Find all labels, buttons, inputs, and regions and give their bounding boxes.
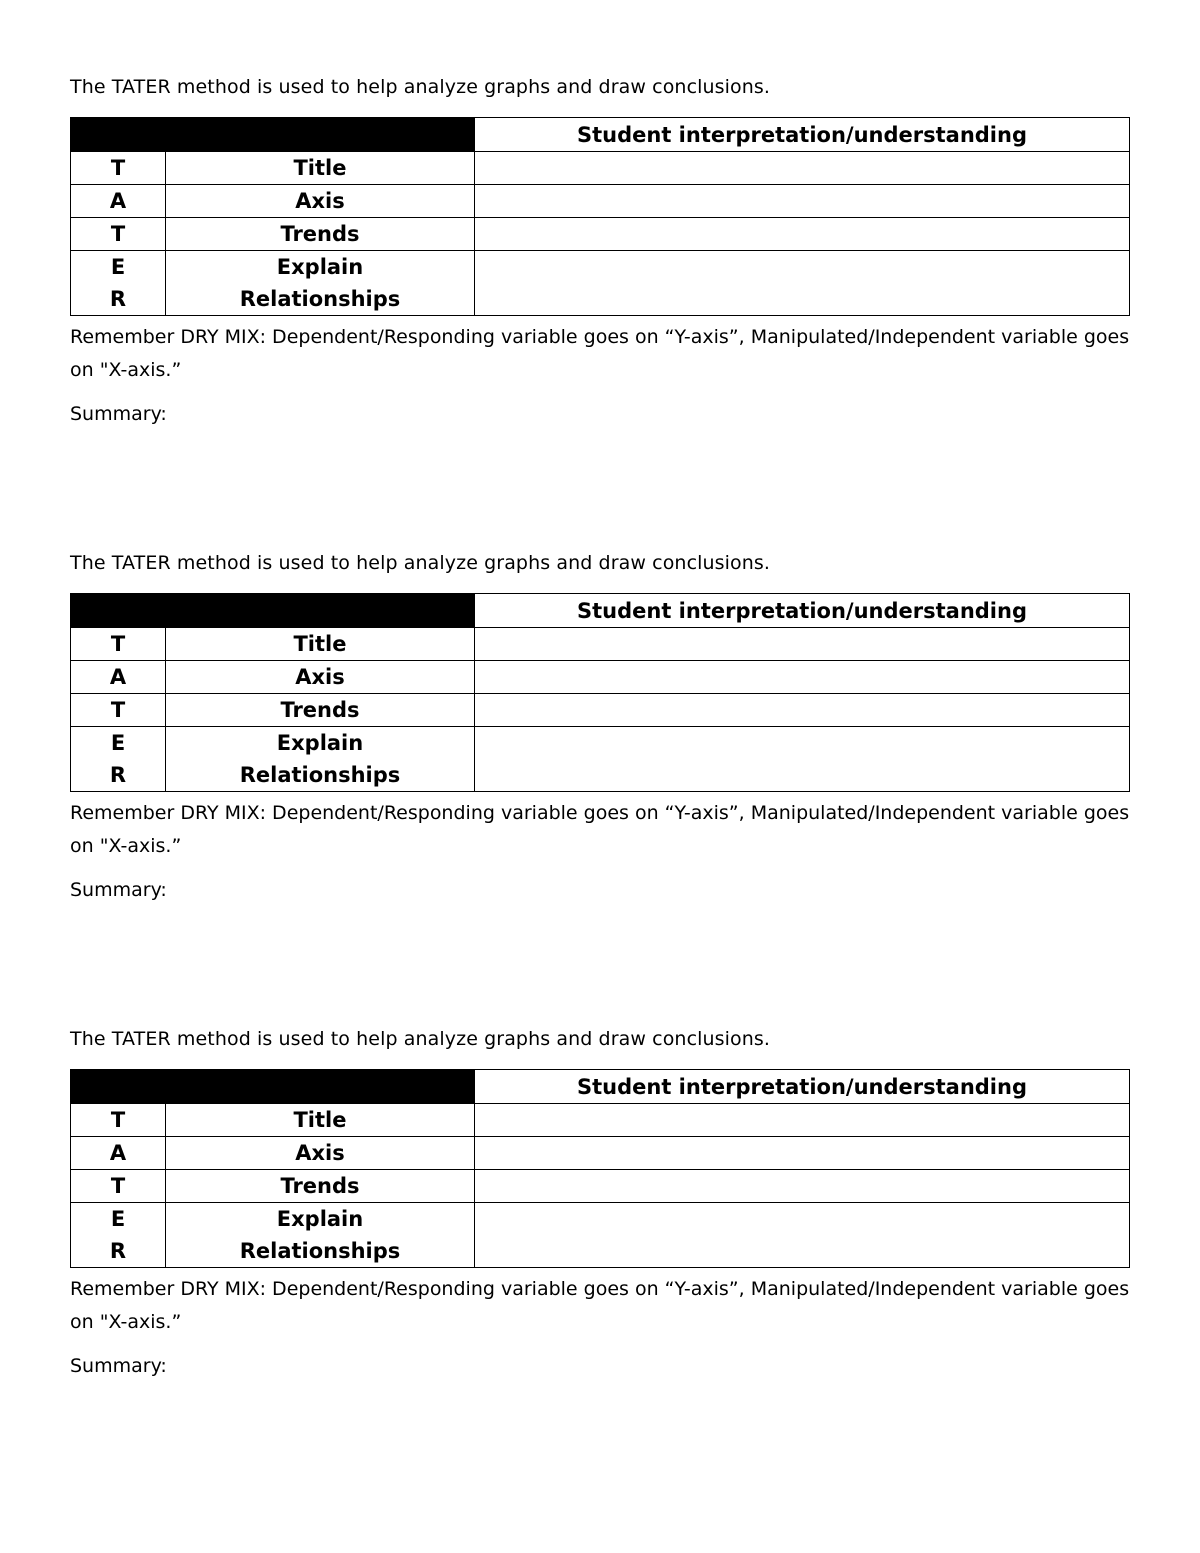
row-letter: A <box>71 661 166 694</box>
answer-cell[interactable] <box>475 1104 1130 1137</box>
row-letter: E <box>110 1207 126 1231</box>
intro-text: The TATER method is used to help analyze graphs and draw conclusions. <box>70 552 771 574</box>
row-letter: T <box>71 218 166 251</box>
row-letter: E <box>110 255 126 279</box>
answer-cell[interactable] <box>475 251 1130 316</box>
row-word: Explain <box>276 731 364 755</box>
table-row <box>71 661 1130 694</box>
row-word: Axis <box>166 185 475 218</box>
row-letter: R <box>109 763 127 787</box>
table-header-row <box>71 118 1130 152</box>
row-word: Relationships <box>239 763 401 787</box>
answer-cell[interactable] <box>475 628 1130 661</box>
row-letter: E <box>110 731 126 755</box>
tater-table <box>70 593 1130 792</box>
answer-cell[interactable] <box>475 694 1130 727</box>
row-letters-pair <box>71 727 166 792</box>
intro-text: The TATER method is used to help analyze graphs and draw conclusions. <box>70 1028 771 1050</box>
dry-mix-reminder: Remember DRY MIX: Dependent/Responding variable goes on “Y-axis”, Manipulated/Independent variable goes on "X-axis.” <box>70 802 1130 857</box>
row-word: Relationships <box>239 287 401 311</box>
row-word: Title <box>166 628 475 661</box>
table-row <box>71 251 1130 316</box>
summary-label: Summary: <box>70 879 167 901</box>
dry-mix-reminder: Remember DRY MIX: Dependent/Responding variable goes on “Y-axis”, Manipulated/Independent variable goes on "X-axis.” <box>70 1278 1130 1333</box>
table-header: Student interpretation/understanding <box>475 594 1130 628</box>
table-header: Student interpretation/understanding <box>475 118 1130 152</box>
tater-table <box>70 1069 1130 1268</box>
row-letter: T <box>71 1170 166 1203</box>
answer-cell[interactable] <box>475 1170 1130 1203</box>
row-words-pair <box>166 251 475 316</box>
row-words-pair <box>166 727 475 792</box>
table-row <box>71 1203 1130 1268</box>
answer-cell[interactable] <box>475 1137 1130 1170</box>
table-row <box>71 628 1130 661</box>
row-letter: T <box>71 694 166 727</box>
answer-cell[interactable] <box>475 152 1130 185</box>
table-row <box>71 1104 1130 1137</box>
summary-label: Summary: <box>70 403 167 425</box>
table-header-row <box>71 594 1130 628</box>
answer-cell[interactable] <box>475 185 1130 218</box>
table-row <box>71 185 1130 218</box>
row-letter: T <box>71 152 166 185</box>
table-row <box>71 727 1130 792</box>
table-row <box>71 694 1130 727</box>
summary-label: Summary: <box>70 1355 167 1377</box>
row-word: Axis <box>166 1137 475 1170</box>
header-black-cell <box>71 118 475 152</box>
tater-table <box>70 117 1130 316</box>
row-word: Title <box>166 1104 475 1137</box>
row-letter: T <box>71 1104 166 1137</box>
row-word: Explain <box>276 255 364 279</box>
row-word: Trends <box>166 218 475 251</box>
table-header: Student interpretation/understanding <box>475 1070 1130 1104</box>
row-letter: R <box>109 287 127 311</box>
row-letters-pair <box>71 251 166 316</box>
row-word: Trends <box>166 694 475 727</box>
table-header-row <box>71 1070 1130 1104</box>
row-word: Explain <box>276 1207 364 1231</box>
row-letter: T <box>71 628 166 661</box>
answer-cell[interactable] <box>475 727 1130 792</box>
table-row <box>71 218 1130 251</box>
answer-cell[interactable] <box>475 218 1130 251</box>
answer-cell[interactable] <box>475 1203 1130 1268</box>
row-letter: R <box>109 1239 127 1263</box>
answer-cell[interactable] <box>475 661 1130 694</box>
header-black-cell <box>71 594 475 628</box>
table-row <box>71 1170 1130 1203</box>
dry-mix-reminder: Remember DRY MIX: Dependent/Responding variable goes on “Y-axis”, Manipulated/Independent variable goes on "X-axis.” <box>70 326 1130 381</box>
table-row <box>71 1137 1130 1170</box>
row-word: Title <box>166 152 475 185</box>
row-word: Axis <box>166 661 475 694</box>
row-letters-pair <box>71 1203 166 1268</box>
table-row <box>71 152 1130 185</box>
row-letter: A <box>71 185 166 218</box>
header-black-cell <box>71 1070 475 1104</box>
intro-text: The TATER method is used to help analyze graphs and draw conclusions. <box>70 76 771 98</box>
row-word: Trends <box>166 1170 475 1203</box>
row-letter: A <box>71 1137 166 1170</box>
row-word: Relationships <box>239 1239 401 1263</box>
row-words-pair <box>166 1203 475 1268</box>
